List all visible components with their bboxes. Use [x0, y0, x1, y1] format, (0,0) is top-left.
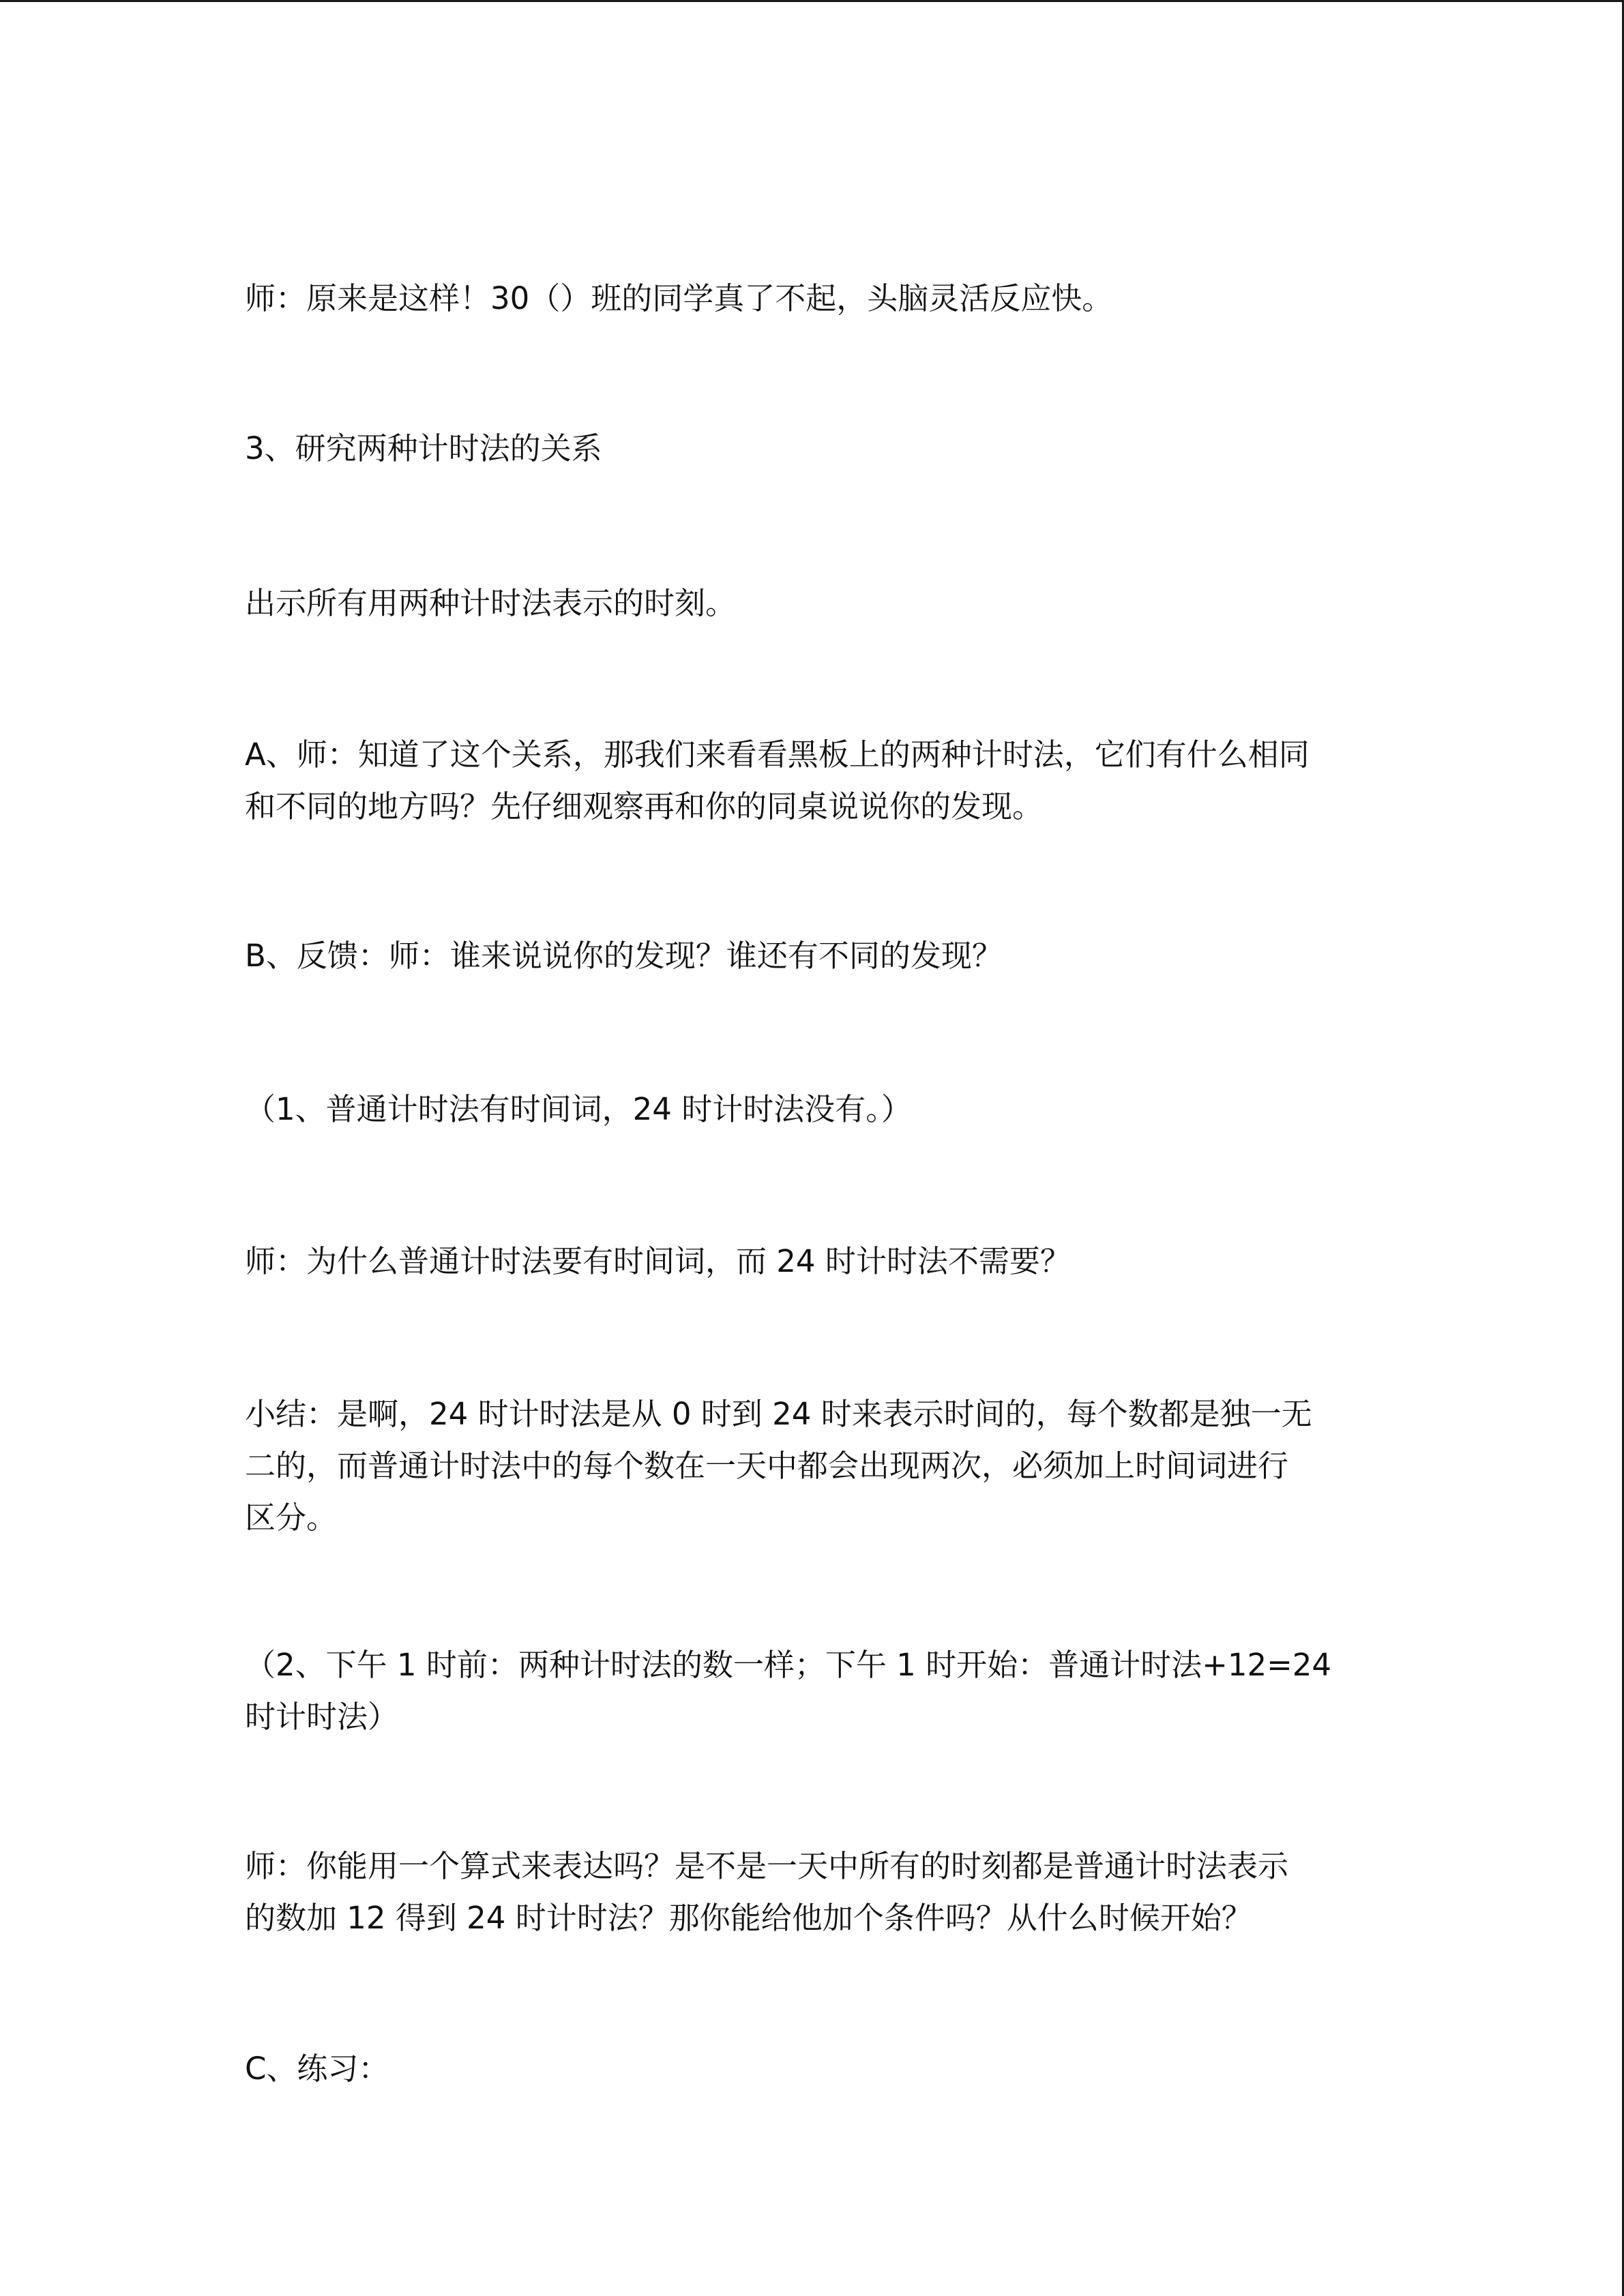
text-line: 师：你能用一个算式来表达吗？是不是一天中所有的时刻都是普通计时法表示 — [245, 1848, 1289, 1884]
paragraph-show-times — [245, 578, 1384, 629]
text-line: 师：为什么普通计时法要有时间词，而 24 时计时法不需要？ — [245, 1243, 1071, 1279]
paragraph-formula-question — [245, 1840, 1384, 1944]
text-line: 出示所有用两种计时法表示的时刻。 — [245, 585, 737, 621]
paragraph-point-2 — [245, 1639, 1384, 1743]
paragraph-teacher-praise — [245, 273, 1384, 325]
text-line: C、练习： — [245, 2051, 389, 2087]
paragraph-teacher-question — [245, 1236, 1384, 1287]
text-line: 小结：是啊，24 时计时法是从 0 时到 24 时来表示时间的，每个数都是独一无 — [245, 1396, 1312, 1432]
text-line: 3、研究两种计时法的关系 — [245, 430, 602, 466]
text-line: 和不同的地方吗？先仔细观察再和你的同桌说说你的发现。 — [245, 788, 1044, 824]
text-line: 二的，而普通计时法中的每个数在一天中都会出现两次，必须加上时间词进行 — [245, 1448, 1289, 1484]
text-line: B、反馈：师：谁来说说你的发现？谁还有不同的发现？ — [245, 938, 1003, 974]
section-heading-relationship — [245, 423, 1384, 475]
text-line: （2、下午 1 时前：两种计时法的数一样；下午 1 时开始：普通计时法+12=24 — [245, 1647, 1332, 1683]
paragraph-step-b — [245, 930, 1384, 982]
text-line: 的数加 12 得到 24 时计时法？那你能给他加个条件吗？从什么时候开始？ — [245, 1900, 1252, 1936]
text-line: （1、普通计时法有时间词，24 时计时法没有。） — [245, 1091, 912, 1127]
paragraph-summary — [245, 1388, 1384, 1544]
paragraph-step-a — [245, 729, 1384, 833]
text-line: 区分。 — [245, 1500, 338, 1536]
text-line: 师：原来是这样！30（）班的同学真了不起，头脑灵活反应快。 — [245, 280, 1113, 316]
paragraph-point-1 — [245, 1084, 1384, 1135]
text-line: 时计时法） — [245, 1699, 399, 1735]
text-line: A、师：知道了这个关系，那我们来看看黑板上的两种计时法，它们有什么相同 — [245, 736, 1310, 773]
page-top-border — [0, 0, 1624, 2]
paragraph-step-c — [245, 2043, 1384, 2095]
